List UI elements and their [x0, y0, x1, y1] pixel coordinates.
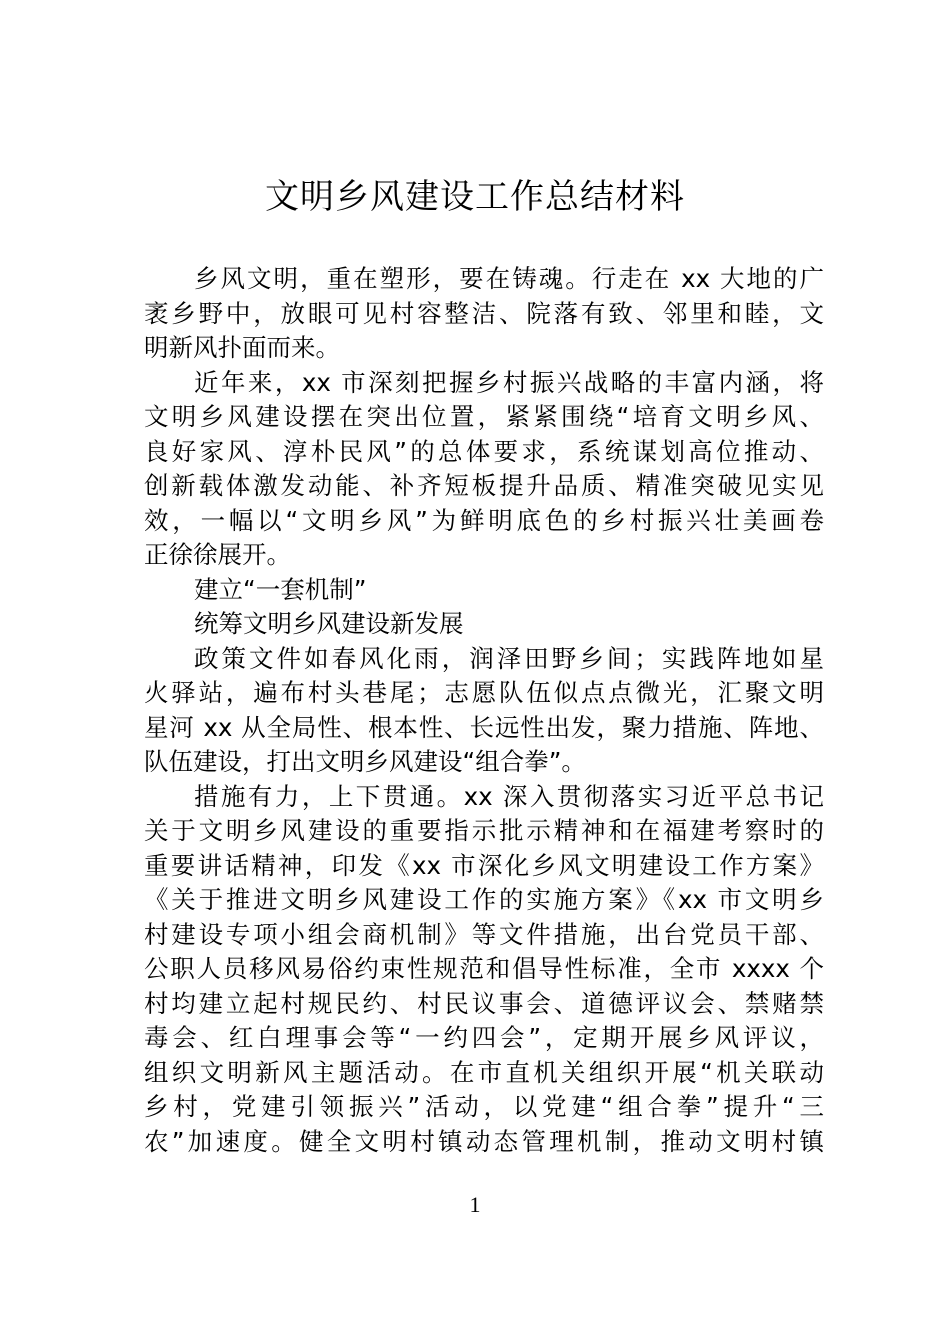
- body-line: 《关于推进文明乡风建设工作的实施方案》《xx 市文明乡: [144, 885, 824, 914]
- body-line: 队伍建设，打出文明乡风建设“组合拳”。: [144, 747, 586, 776]
- body-line: 政策文件如春风化雨，润泽田野乡间；实践阵地如星: [194, 643, 824, 673]
- body-line: 文明乡风建设摆在突出位置，紧紧围绕“培育文明乡风、: [144, 402, 824, 431]
- body-line: 火驿站，遍布村头巷尾；志愿队伍似点点微光，汇聚文明: [144, 678, 824, 707]
- body-line: 村建设专项小组会商机制》等文件措施，出台党员干部、: [144, 919, 824, 949]
- body-line: 乡风文明，重在塑形，要在铸魂。行走在 xx 大地的广: [194, 264, 824, 293]
- body-line: 正徐徐展开。: [144, 540, 291, 569]
- body-line: 关于文明乡风建设的重要指示批示精神和在福建考察时的: [144, 816, 824, 845]
- body-line: 星河 xx 从全局性、根本性、长远性出发，聚力措施、阵地、: [144, 712, 824, 742]
- body-line: 公职人员移风易俗约束性规范和倡导性标准，全市 xxxx 个: [144, 954, 824, 983]
- body-line: 措施有力，上下贯通。xx 深入贯彻落实习近平总书记: [194, 781, 824, 811]
- body-line: 组织文明新风主题活动。在市直机关组织开展“机关联动: [144, 1057, 824, 1087]
- body-line: 毒会、红白理事会等“一约四会”，定期开展乡风评议，: [144, 1023, 824, 1052]
- page-number: 1: [469, 1192, 481, 1217]
- body-line: 袤乡野中，放眼可见村容整洁、院落有致、邻里和睦，文: [144, 298, 824, 328]
- body-line: 重要讲话精神，印发《xx 市深化乡风文明建设工作方案》: [144, 850, 824, 880]
- section-heading: 建立“一套机制”: [194, 574, 367, 604]
- body-line: 创新载体激发动能、补齐短板提升品质、精准突破见实见: [144, 471, 824, 500]
- body-line: 村均建立起村规民约、村民议事会、道德评议会、禁赌禁: [144, 988, 824, 1018]
- body-line: 效，一幅以“文明乡风”为鲜明底色的乡村振兴壮美画卷: [144, 505, 824, 535]
- body-line: 明新风扑面而来。: [144, 333, 340, 362]
- body-line: 农”加速度。健全文明村镇动态管理机制，推动文明村镇: [144, 1126, 824, 1156]
- body-line: 乡村，党建引领振兴”活动，以党建“组合拳”提升“三: [144, 1092, 824, 1121]
- document-title: 文明乡风建设工作总结材料: [265, 177, 685, 217]
- section-subheading: 统筹文明乡风建设新发展: [194, 609, 464, 638]
- body-line: 近年来，xx 市深刻把握乡村振兴战略的丰富内涵，将: [194, 367, 824, 397]
- document-body: [144, 262, 824, 1159]
- body-line: 良好家风、淳朴民风”的总体要求，系统谋划高位推动、: [144, 436, 824, 466]
